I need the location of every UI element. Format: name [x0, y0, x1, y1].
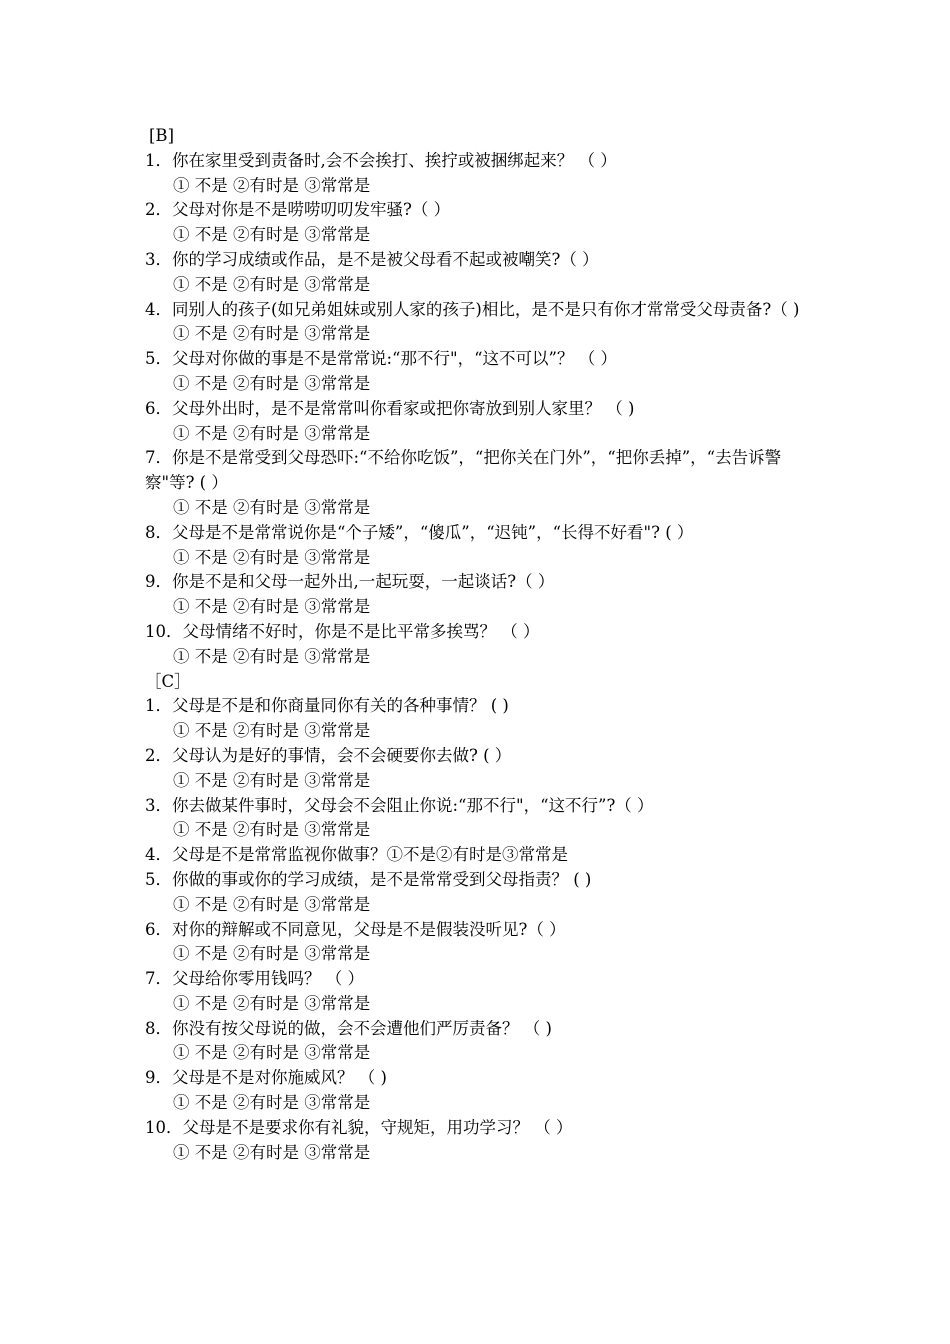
options-b2: ① 不是 ②有时是 ③常常是 — [173, 225, 371, 245]
options-c5: ① 不是 ②有时是 ③常常是 — [173, 894, 371, 914]
options-b8: ① 不是 ②有时是 ③常常是 — [173, 547, 371, 567]
options-c6: ① 不是 ②有时是 ③常常是 — [173, 944, 371, 964]
options-c3: ① 不是 ②有时是 ③常常是 — [173, 820, 371, 840]
question-c2: 2．父母认为是好的事情，会不会硬要你去做? ( ） — [145, 745, 512, 765]
options-c9: ① 不是 ②有时是 ③常常是 — [173, 1093, 371, 1113]
options-c1: ① 不是 ②有时是 ③常常是 — [173, 721, 371, 741]
options-b1: ① 不是 ②有时是 ③常常是 — [173, 175, 371, 195]
question-b9: 9．你是不是和父母一起外出,一起玩耍，一起谈话?（ ） — [145, 572, 555, 592]
question-c9: 9．父母是不是对你施威风？ （ ) — [145, 1068, 387, 1088]
question-b10: 10．父母情绪不好时，你是不是比平常多挨骂？ （ ） — [145, 621, 540, 641]
question-b3: 3．你的学习成绩或作品，是不是被父母看不起或被嘲笑?（ ） — [145, 249, 599, 269]
options-b9: ① 不是 ②有时是 ③常常是 — [173, 597, 371, 617]
options-b6: ① 不是 ②有时是 ③常常是 — [173, 423, 371, 443]
options-b4: ① 不是 ②有时是 ③常常是 — [173, 324, 371, 344]
section-label-c: ［C］ — [145, 671, 191, 691]
question-b6: 6．父母外出时，是不是常常叫你看家或把你寄放到别人家里？ （ ) — [145, 398, 635, 418]
options-c8: ① 不是 ②有时是 ③常常是 — [173, 1043, 371, 1063]
question-c5: 5．你做的事或你的学习成绩，是不是常常受到父母指责？ ( ) — [145, 869, 592, 889]
options-c10: ① 不是 ②有时是 ③常常是 — [173, 1142, 371, 1162]
question-b2: 2．父母对你是不是唠唠叨叨发牢骚?（ ） — [145, 200, 451, 220]
question-c8: 8．你没有按父母说的做，会不会遭他们严厉责备？ （ ) — [145, 1018, 552, 1038]
question-c7: 7．父母给你零用钱吗？ （ ） — [145, 969, 364, 989]
question-c4: 4．父母是不是常常监视你做事？①不是②有时是③常常是 — [145, 845, 568, 865]
question-b5: 5．父母对你做的事是不是常常说:“那不行"，“这不可以”？ （ ） — [145, 349, 617, 369]
question-b4: 4．同别人的孩子(如兄弟姐妹或别人家的孩子)相比，是不是只有你才常常受父母责备?（ ) — [145, 299, 800, 319]
questionnaire-page — [145, 124, 815, 1165]
question-c1: 1．父母是不是和你商量同你有关的各种事情？ ( ) — [145, 696, 509, 716]
options-b10: ① 不是 ②有时是 ③常常是 — [173, 646, 371, 666]
section-label-b: [B] — [149, 126, 174, 145]
options-c7: ① 不是 ②有时是 ③常常是 — [173, 993, 371, 1013]
question-c6: 6．对你的辩解或不同意见，父母是不是假装没听见?（ ） — [145, 919, 566, 939]
question-b1: 1．你在家里受到责备时,会不会挨打、挨拧或被捆绑起来？ （ ） — [145, 150, 617, 170]
question-c3: 3．你去做某件事时，父母会不会阻止你说:“那不行"，“这不行”?（ ） — [145, 795, 654, 815]
options-b5: ① 不是 ②有时是 ③常常是 — [173, 373, 371, 393]
options-b7: ① 不是 ②有时是 ③常常是 — [173, 497, 371, 517]
options-b3: ① 不是 ②有时是 ③常常是 — [173, 274, 371, 294]
question-b7: 7．你是不是常受到父母恐吓:“不给你吃饭”，“把你关在门外”，“把你丢掉”，“去告诉警察"等? ( ） — [145, 448, 782, 493]
options-c2: ① 不是 ②有时是 ③常常是 — [173, 770, 371, 790]
question-c10: 10．父母是不是要求你有礼貌，守规矩，用功学习？ （ ） — [145, 1117, 573, 1137]
question-b8: 8．父母是不是常常说你是“个子矮”，“傻瓜”，“迟钝”，“长得不好看"? ( ） — [145, 522, 694, 542]
